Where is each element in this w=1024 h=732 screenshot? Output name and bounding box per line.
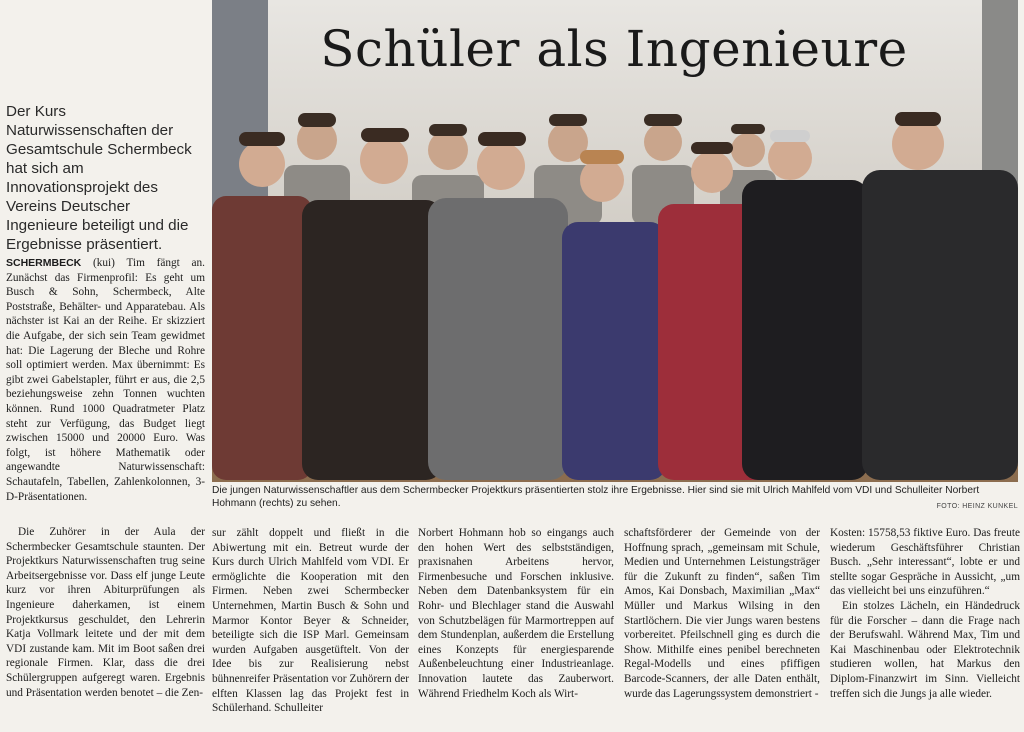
headline: Schüler als Ingenieure [320,20,908,78]
body-paragraph: sur zählt doppelt und fließt in die Abiwertung mit ein. Betreut wurde der Kurs durch Ulrich Mahlfeld vom VDI. Er ermöglichte die Kooperation mit den Firmen. Neben zwei Schermbecker Unternehmen, Martin Busch & Sohn und Marmor Kontor Beyer & Schneider, beteiligte sich die ISP Marl. Gemeinsam wurden Aufgaben ausgetüftelt. Von der Idee bis zur Realisierung nebst bühnenreifer Präsentation vor Zuhörern der elften Klassen lag das Projekt fest in Schülerhand. Schulleiter [212,527,409,715]
body-paragraph: Ein stolzes Lächeln, ein Händedruck für die Forscher – dann die Frage nach der Berufswahl. Während Max, Tim und Kai Maschinenbau oder Elektrotechnik studieren wollen, hat Markus den Diplom-Finanzwirt im Sinn. Vielleicht treffen sich die Jungs ja alle wieder. [830,599,1020,700]
body-text: (kui) Tim fängt an. Zunächst das Firmenprofil: Es geht um Busch & Sohn, Schermbeck, Alte Poststraße, Behälter- und Apparatebau. Als nächster ist Kai an der Reihe. Er skizziert die Aufgabe, der sich sein Team gewidmet hat: Die Lagerung der Bleche und Rohre soll optimiert werden. Max übernimmt: Es gibt zwei Gabelstapler, führt er aus, die 2,5 beziehungsweise zehn Tonnen wuchten können. Rund 1000 Quadratmeter Platz steht zur Verfügung, das Budget liegt zwischen 15000 und 20000 Euro. Was folgt, ist höhere Mathematik oder angewandte Naturwissenschaft: Schautafeln, Tabellen, Zahlenkolonnen, 3-D-Präsentationen. [6,257,205,503]
body-paragraph: schaftsförderer der Gemeinde von der Hoffnung sprach, „gemeinsam mit Schule, Medien und Unternehmen Leistungsträger für die Zukunft zu finden“, saßen Tim Amos, Kai Donsbach, Maximilian „Max“ Müller und Markus Wilsing in den Startlöchern. Die vier Jungs waren bestens vorbereitet. Pfeilschnell ging es durch die Show. Mithilfe eines penibel berechneten Regal-Modells und eines pfiffigen Barcode-Scanners, der alle Daten enthält, wurde das Lagerungssystem demonstriert - [624,527,820,700]
body-paragraph [6,256,205,504]
body-paragraph: Norbert Hohmann hob so eingangs auch den hohen Wert des selbstständigen, praxisnahen Arbeitens hervor, Firmenbesuche und Forschen inklusive. Neben dem Datenbanksystem für ein Rohr- und Blechlager stand die Auswahl von Schutzbelägen für Marmortreppen auf dem Stundenplan, außerdem die Erstellung eines Konzepts für energiesparende Außenbeleuchtung einer Industrieanlage. Innovation lautete das Zauberwort. Während Friedhelm Koch als Wirt- [418,527,614,700]
article-column-3 [418,526,614,701]
article-column-1 [6,256,205,504]
article-column-1-continued [6,525,205,700]
dateline: SCHERMBECK [6,257,82,269]
article-column-4 [624,526,820,701]
caption-text: Die jungen Naturwissenschaftler aus dem Schermbecker Projektkurs präsentierten stolz ihre Ergebnisse. Hier sind sie mit Ulrich Mahlfeld vom VDI und Schulleiter Norbert Hohmann (rechts) zu sehen. [212,485,980,509]
body-paragraph [6,525,205,700]
body-paragraph: Kosten: 15758,53 fiktive Euro. Das freute wiederum Geschäftsführer Christian Busch. „Sehr interessant“, lobte er und stellte sogar Gespräche in Aussicht, „um das vielleicht bei uns einzuführen.“ [830,527,1020,598]
lead-paragraph: Der Kurs Naturwissenschaften der Gesamtschule Schermbeck hat sich am Innovationsprojekt des Vereins Deutscher Ingenieure beteiligt und die Ergebnisse präsentiert. [6,103,192,253]
article-column-2 [212,526,409,716]
body-text: Die Zuhörer in der Aula der Schermbecker Gesamtschule staunten. Der Projektkurs Naturwissenschaften trug seine Arbeitsergebnisse vor. Dass elf junge Leute kurz vor ihren Abiturprüfungen als Ingenieure daherkamen, ist einem Projektkursus geschuldet, den Lehrerin Katja Vollmark leitete und der mit dem VDI zustande kam. Mit im Boot saßen drei regionale Firmen. Klar, dass die drei Schülergruppen aufgeregt waren. Ergebnis und Präsentation werden benotet – die Zen- [6,526,205,699]
article-column-5 [830,526,1020,701]
photo-credit: FOTO: HEINZ KUNKEL [936,503,1018,510]
photo-caption [212,484,1018,513]
